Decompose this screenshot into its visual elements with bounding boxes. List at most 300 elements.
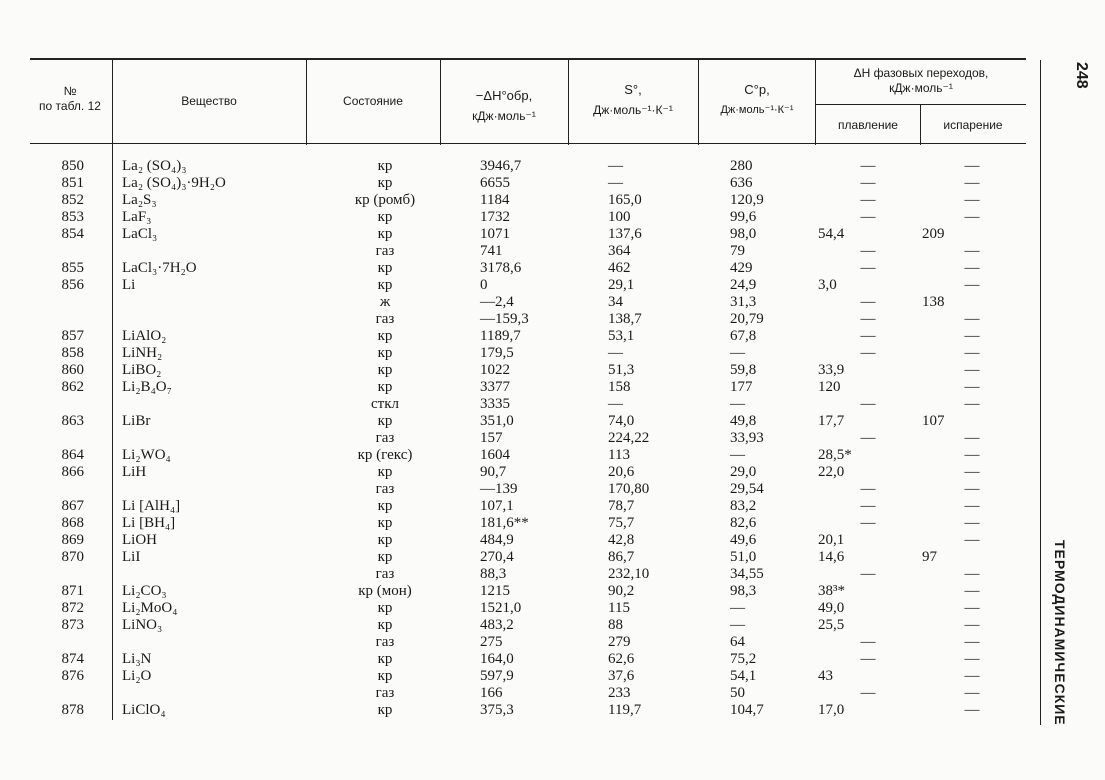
cell-heat-capacity: — <box>730 600 745 616</box>
cell-vaporization: — <box>964 379 980 395</box>
cell-entropy: 232,10 <box>608 566 650 582</box>
table-row <box>0 379 1050 396</box>
header-num-symbol: № <box>63 84 77 98</box>
cell-state: кр <box>377 226 393 242</box>
table-row <box>0 651 1050 668</box>
cell-vaporization: — <box>964 277 980 293</box>
header-heat-capacity-symbol: C°p, <box>744 82 770 97</box>
cell-number: 876 <box>61 668 84 684</box>
cell-melting: — <box>860 430 876 446</box>
table-row <box>0 447 1050 464</box>
cell-heat-capacity: 636 <box>730 175 753 191</box>
cell-heat-capacity: 280 <box>730 158 753 174</box>
cell-vaporization: — <box>964 566 980 582</box>
cell-enthalpy: 741 <box>480 243 503 259</box>
cell-state: кр <box>377 617 393 633</box>
cell-melting: 38³* <box>818 583 845 599</box>
cell-enthalpy: —139 <box>480 481 518 497</box>
cell-state: кр <box>377 175 393 191</box>
cell-melting: 49,0 <box>818 600 845 616</box>
cell-entropy: 34 <box>608 294 623 310</box>
cell-state: сткл <box>371 396 399 412</box>
cell-heat-capacity: 75,2 <box>730 651 757 667</box>
cell-vaporization: — <box>964 600 980 616</box>
page-number: 248 <box>1073 62 1090 89</box>
table-row <box>0 175 1050 192</box>
cell-substance: LiAlO₂ <box>122 328 167 344</box>
table-body <box>0 158 1050 719</box>
cell-enthalpy: —2,4 <box>480 294 514 310</box>
cell-heat-capacity: 99,6 <box>730 209 757 225</box>
cell-vaporization: — <box>964 209 980 225</box>
cell-state: кр <box>377 260 393 276</box>
cell-substance: LiClO₄ <box>122 702 166 718</box>
cell-heat-capacity: 49,8 <box>730 413 757 429</box>
cell-enthalpy: 1071 <box>480 226 510 242</box>
cell-melting: — <box>860 498 876 514</box>
table-row <box>0 362 1050 379</box>
cell-entropy: 115 <box>608 600 630 616</box>
cell-melting: 20,1 <box>818 532 845 548</box>
table-row <box>0 532 1050 549</box>
cell-heat-capacity: 120,9 <box>730 192 764 208</box>
cell-number: 874 <box>61 651 84 667</box>
cell-vaporization: 138 <box>922 294 945 310</box>
cell-melting: — <box>860 396 876 412</box>
cell-entropy: 86,7 <box>608 549 635 565</box>
cell-melting: — <box>860 481 876 497</box>
cell-melting: — <box>860 685 876 701</box>
cell-entropy: 119,7 <box>608 702 642 718</box>
table-row <box>0 311 1050 328</box>
cell-melting: — <box>860 158 876 174</box>
cell-state: кр <box>377 362 393 378</box>
cell-melting: — <box>860 209 876 225</box>
cell-vaporization: — <box>964 481 980 497</box>
cell-heat-capacity: — <box>730 345 745 361</box>
table-row <box>0 634 1050 651</box>
cell-state: кр <box>377 600 393 616</box>
cell-number: 864 <box>61 447 84 463</box>
header-entropy <box>570 82 696 118</box>
cell-substance: LiOH <box>122 532 157 548</box>
cell-enthalpy: 1022 <box>480 362 510 378</box>
cell-enthalpy: 88,3 <box>480 566 507 582</box>
cell-vaporization: — <box>964 651 980 667</box>
cell-state: кр <box>377 158 393 174</box>
cell-vaporization: — <box>964 158 980 174</box>
cell-heat-capacity: 429 <box>730 260 753 276</box>
cell-substance: Li [BH₄] <box>122 515 176 531</box>
cell-enthalpy: 1184 <box>480 192 510 208</box>
cell-substance: Li₃N <box>122 651 152 667</box>
cell-vaporization: — <box>964 617 980 633</box>
cell-heat-capacity: 31,3 <box>730 294 757 310</box>
cell-entropy: 279 <box>608 634 631 650</box>
cell-melting: — <box>860 243 876 259</box>
cell-enthalpy: 1732 <box>480 209 510 225</box>
table-row <box>0 260 1050 277</box>
cell-heat-capacity: 50 <box>730 685 745 701</box>
cell-melting: — <box>860 175 876 191</box>
cell-heat-capacity: 83,2 <box>730 498 757 514</box>
cell-vaporization: — <box>964 464 980 480</box>
cell-entropy: — <box>608 158 623 174</box>
cell-enthalpy: 483,2 <box>480 617 514 633</box>
cell-number: 863 <box>61 413 84 429</box>
cell-enthalpy: 3377 <box>480 379 510 395</box>
cell-vaporization: — <box>964 583 980 599</box>
cell-heat-capacity: — <box>730 447 745 463</box>
cell-vaporization: — <box>964 175 980 191</box>
cell-state: ж <box>379 294 391 310</box>
cell-enthalpy: 3178,6 <box>480 260 522 276</box>
cell-number: 872 <box>61 600 84 616</box>
table-row <box>0 464 1050 481</box>
cell-entropy: 29,1 <box>608 277 635 293</box>
cell-number: 868 <box>61 515 84 531</box>
col-rule-6 <box>815 60 816 145</box>
cell-state: кр <box>377 498 393 514</box>
cell-entropy: — <box>608 396 623 412</box>
cell-entropy: 224,22 <box>608 430 650 446</box>
cell-entropy: 88 <box>608 617 623 633</box>
table-row <box>0 617 1050 634</box>
table-row <box>0 294 1050 311</box>
cell-melting: — <box>860 634 876 650</box>
cell-vaporization: — <box>964 532 980 548</box>
cell-enthalpy: 270,4 <box>480 549 514 565</box>
cell-substance: Li₂O <box>122 668 152 684</box>
cell-enthalpy: 3946,7 <box>480 158 522 174</box>
cell-entropy: 20,6 <box>608 464 635 480</box>
cell-enthalpy: 3335 <box>480 396 510 412</box>
col-rule-4 <box>568 60 569 145</box>
table-row <box>0 328 1050 345</box>
cell-substance: Li₂WO₄ <box>122 447 171 463</box>
cell-enthalpy: 157 <box>480 430 503 446</box>
cell-heat-capacity: 59,8 <box>730 362 757 378</box>
header-enthalpy-symbol: −ΔH°обр, <box>475 88 533 103</box>
cell-vaporization: — <box>964 311 980 327</box>
cell-state: кр <box>377 464 393 480</box>
cell-state: кр (ромб) <box>354 192 416 208</box>
table-row <box>0 158 1050 175</box>
cell-number: 857 <box>61 328 84 344</box>
cell-number: 853 <box>61 209 84 225</box>
cell-melting: 17,7 <box>818 413 845 429</box>
cell-vaporization: — <box>964 328 980 344</box>
cell-heat-capacity: 104,7 <box>730 702 764 718</box>
cell-enthalpy: 351,0 <box>480 413 514 429</box>
cell-number: 869 <box>61 532 84 548</box>
cell-enthalpy: —159,3 <box>480 311 529 327</box>
header-entropy-unit: Дж·моль⁻¹·К⁻¹ <box>593 103 673 117</box>
table-row <box>0 685 1050 702</box>
table-row <box>0 668 1050 685</box>
cell-number: 860 <box>61 362 84 378</box>
cell-vaporization: — <box>964 634 980 650</box>
cell-number: 870 <box>61 549 84 565</box>
table-row <box>0 549 1050 566</box>
table-row <box>0 277 1050 294</box>
cell-state: кр <box>377 413 393 429</box>
cell-substance: LiBO₂ <box>122 362 162 378</box>
cell-number: 851 <box>61 175 84 191</box>
cell-substance: LiNH₂ <box>122 345 163 361</box>
cell-entropy: 113 <box>608 447 630 463</box>
cell-substance: Li [AlH₄] <box>122 498 181 514</box>
table-row <box>0 481 1050 498</box>
cell-enthalpy: 107,1 <box>480 498 514 514</box>
cell-heat-capacity: 51,0 <box>730 549 757 565</box>
cell-state: кр <box>377 549 393 565</box>
table-row <box>0 226 1050 243</box>
cell-melting: 54,4 <box>818 226 845 242</box>
cell-number: 866 <box>61 464 84 480</box>
cell-number: 867 <box>61 498 84 514</box>
cell-enthalpy: 484,9 <box>480 532 514 548</box>
cell-number: 850 <box>61 158 84 174</box>
cell-vaporization: — <box>964 396 980 412</box>
cell-entropy: 364 <box>608 243 631 259</box>
cell-heat-capacity: 49,6 <box>730 532 757 548</box>
cell-state: кр <box>377 651 393 667</box>
header-num <box>30 84 110 114</box>
cell-state: газ <box>375 430 395 446</box>
cell-heat-capacity: 54,1 <box>730 668 757 684</box>
header-enthalpy <box>442 88 566 124</box>
header-enthalpy-unit: кДж·моль⁻¹ <box>472 109 536 123</box>
cell-heat-capacity: 79 <box>730 243 745 259</box>
cell-number: 854 <box>61 226 84 242</box>
table-row <box>0 396 1050 413</box>
cell-state: кр (мон) <box>358 583 412 599</box>
cell-heat-capacity: 33,93 <box>730 430 764 446</box>
cell-entropy: 462 <box>608 260 631 276</box>
cell-state: газ <box>375 311 395 327</box>
cell-melting: 3,0 <box>818 277 837 293</box>
cell-state: кр <box>377 668 393 684</box>
cell-state: кр <box>377 328 393 344</box>
cell-state: кр <box>377 702 393 718</box>
cell-melting: — <box>860 651 876 667</box>
col-rule-2 <box>306 60 307 145</box>
header-bottom-rule <box>30 143 1026 144</box>
cell-entropy: 138,7 <box>608 311 642 327</box>
cell-vaporization: — <box>964 447 980 463</box>
cell-melting: — <box>860 566 876 582</box>
cell-melting: — <box>860 311 876 327</box>
cell-heat-capacity: 98,3 <box>730 583 757 599</box>
cell-vaporization: — <box>964 192 980 208</box>
cell-number: 871 <box>61 583 84 599</box>
cell-entropy: 75,7 <box>608 515 635 531</box>
cell-enthalpy: 0 <box>480 277 488 293</box>
cell-entropy: 37,6 <box>608 668 635 684</box>
col-rule-7 <box>920 104 921 145</box>
header-heat-capacity <box>700 82 814 118</box>
cell-entropy: 62,6 <box>608 651 635 667</box>
cell-vaporization: — <box>964 515 980 531</box>
table-row <box>0 345 1050 362</box>
cell-entropy: 158 <box>608 379 631 395</box>
cell-substance: Li <box>122 277 136 293</box>
running-head: ТЕРМОДИНАМИЧЕСКИЕ <box>1052 540 1068 726</box>
cell-state: газ <box>375 634 395 650</box>
cell-enthalpy: 179,5 <box>480 345 514 361</box>
cell-vaporization: 97 <box>922 549 937 565</box>
cell-substance: LaCl₃ <box>122 226 158 242</box>
cell-vaporization: — <box>964 668 980 684</box>
cell-melting: — <box>860 294 876 310</box>
table-row <box>0 498 1050 515</box>
header-phase-unit: кДж·моль⁻¹ <box>889 81 953 95</box>
cell-vaporization: — <box>964 702 980 718</box>
cell-substance: LaCl₃·7H₂O <box>122 260 197 276</box>
cell-entropy: 170,80 <box>608 481 650 497</box>
cell-heat-capacity: 24,9 <box>730 277 757 293</box>
cell-enthalpy: 1189,7 <box>480 328 521 344</box>
cell-melting: 120 <box>818 379 841 395</box>
cell-heat-capacity: 29,0 <box>730 464 757 480</box>
cell-heat-capacity: 29,54 <box>730 481 764 497</box>
header-substance: Вещество <box>181 94 237 108</box>
table-row <box>0 413 1050 430</box>
cell-state: газ <box>375 481 395 497</box>
table-row <box>0 702 1050 719</box>
header-state: Состояние <box>343 94 403 108</box>
cell-vaporization: — <box>964 260 980 276</box>
cell-melting: 22,0 <box>818 464 845 480</box>
cell-entropy: 165,0 <box>608 192 642 208</box>
cell-number: 855 <box>61 260 84 276</box>
cell-number: 852 <box>61 192 84 208</box>
cell-number: 856 <box>61 277 84 293</box>
table-row <box>0 209 1050 226</box>
cell-melting: — <box>860 345 876 361</box>
cell-melting: — <box>860 192 876 208</box>
cell-entropy: 78,7 <box>608 498 635 514</box>
cell-substance: Li₂CO₃ <box>122 583 167 599</box>
cell-state: газ <box>375 685 395 701</box>
table-row <box>0 515 1050 532</box>
cell-entropy: 42,8 <box>608 532 635 548</box>
cell-melting: — <box>860 515 876 531</box>
cell-entropy: 137,6 <box>608 226 642 242</box>
cell-substance: La₂ (SO₄)₃ <box>122 158 187 174</box>
cell-melting: 25,5 <box>818 617 845 633</box>
cell-vaporization: — <box>964 243 980 259</box>
cell-enthalpy: 1604 <box>480 447 510 463</box>
cell-enthalpy: 275 <box>480 634 503 650</box>
cell-heat-capacity: — <box>730 396 745 412</box>
cell-substance: La₂S₃ <box>122 192 157 208</box>
cell-melting: 43 <box>818 668 833 684</box>
header-heat-capacity-unit: Дж·моль⁻¹·К⁻¹ <box>720 104 794 116</box>
header-phase-title: ΔH фазовых переходов, <box>853 66 989 80</box>
cell-enthalpy: 6655 <box>480 175 510 191</box>
cell-state: газ <box>375 243 395 259</box>
cell-state: газ <box>375 566 395 582</box>
header-vaporization: испарение <box>943 118 1003 132</box>
col-rule-3 <box>440 60 441 145</box>
cell-state: кр <box>377 209 393 225</box>
cell-state: кр <box>377 345 393 361</box>
cell-state: кр <box>377 515 393 531</box>
cell-state: кр <box>377 277 393 293</box>
header-entropy-symbol: S°, <box>624 82 642 97</box>
cell-heat-capacity: 67,8 <box>730 328 757 344</box>
cell-state: кр (гекс) <box>357 447 413 463</box>
cell-state: кр <box>377 379 393 395</box>
header-phase-transitions <box>817 66 1025 96</box>
header-num-label: по табл. 12 <box>39 99 101 113</box>
cell-substance: LiH <box>122 464 147 480</box>
cell-enthalpy: 181,6** <box>480 515 529 531</box>
cell-state: кр <box>377 532 393 548</box>
cell-heat-capacity: 177 <box>730 379 753 395</box>
table-row <box>0 566 1050 583</box>
top-rule <box>30 58 1026 60</box>
cell-enthalpy: 375,3 <box>480 702 514 718</box>
cell-enthalpy: 1215 <box>480 583 510 599</box>
cell-substance: Li₂B₄O₇ <box>122 379 172 395</box>
cell-entropy: — <box>608 175 623 191</box>
cell-number: 878 <box>61 702 84 718</box>
cell-heat-capacity: — <box>730 617 745 633</box>
cell-entropy: — <box>608 345 623 361</box>
cell-heat-capacity: 20,79 <box>730 311 764 327</box>
cell-number: 858 <box>61 345 84 361</box>
cell-vaporization: 209 <box>922 226 945 242</box>
cell-number: 873 <box>61 617 84 633</box>
cell-substance: LiI <box>122 549 141 565</box>
cell-heat-capacity: 98,0 <box>730 226 757 242</box>
cell-vaporization: — <box>964 362 980 378</box>
cell-entropy: 100 <box>608 209 631 225</box>
cell-vaporization: — <box>964 498 980 514</box>
col-rule-5 <box>698 60 699 145</box>
cell-vaporization: — <box>964 685 980 701</box>
cell-enthalpy: 164,0 <box>480 651 514 667</box>
cell-heat-capacity: 34,55 <box>730 566 764 582</box>
cell-entropy: 53,1 <box>608 328 635 344</box>
cell-melting: 33,9 <box>818 362 845 378</box>
cell-substance: LiNO₃ <box>122 617 163 633</box>
cell-entropy: 51,3 <box>608 362 635 378</box>
table-row <box>0 430 1050 447</box>
cell-vaporization: 107 <box>922 413 945 429</box>
cell-melting: — <box>860 260 876 276</box>
table-row <box>0 192 1050 209</box>
cell-substance: La₂ (SO₄)₃·9H₂O <box>122 175 226 191</box>
table-row <box>0 243 1050 260</box>
cell-melting: 28,5* <box>818 447 852 463</box>
cell-enthalpy: 90,7 <box>480 464 507 480</box>
cell-substance: Li₂MoO₄ <box>122 600 178 616</box>
cell-entropy: 233 <box>608 685 631 701</box>
cell-enthalpy: 166 <box>480 685 503 701</box>
cell-vaporization: — <box>964 345 980 361</box>
cell-heat-capacity: 64 <box>730 634 745 650</box>
cell-entropy: 74,0 <box>608 413 635 429</box>
header-melting: плавление <box>838 118 898 132</box>
cell-melting: 17,0 <box>818 702 845 718</box>
cell-substance: LiBr <box>122 413 151 429</box>
cell-enthalpy: 1521,0 <box>480 600 522 616</box>
cell-entropy: 90,2 <box>608 583 635 599</box>
